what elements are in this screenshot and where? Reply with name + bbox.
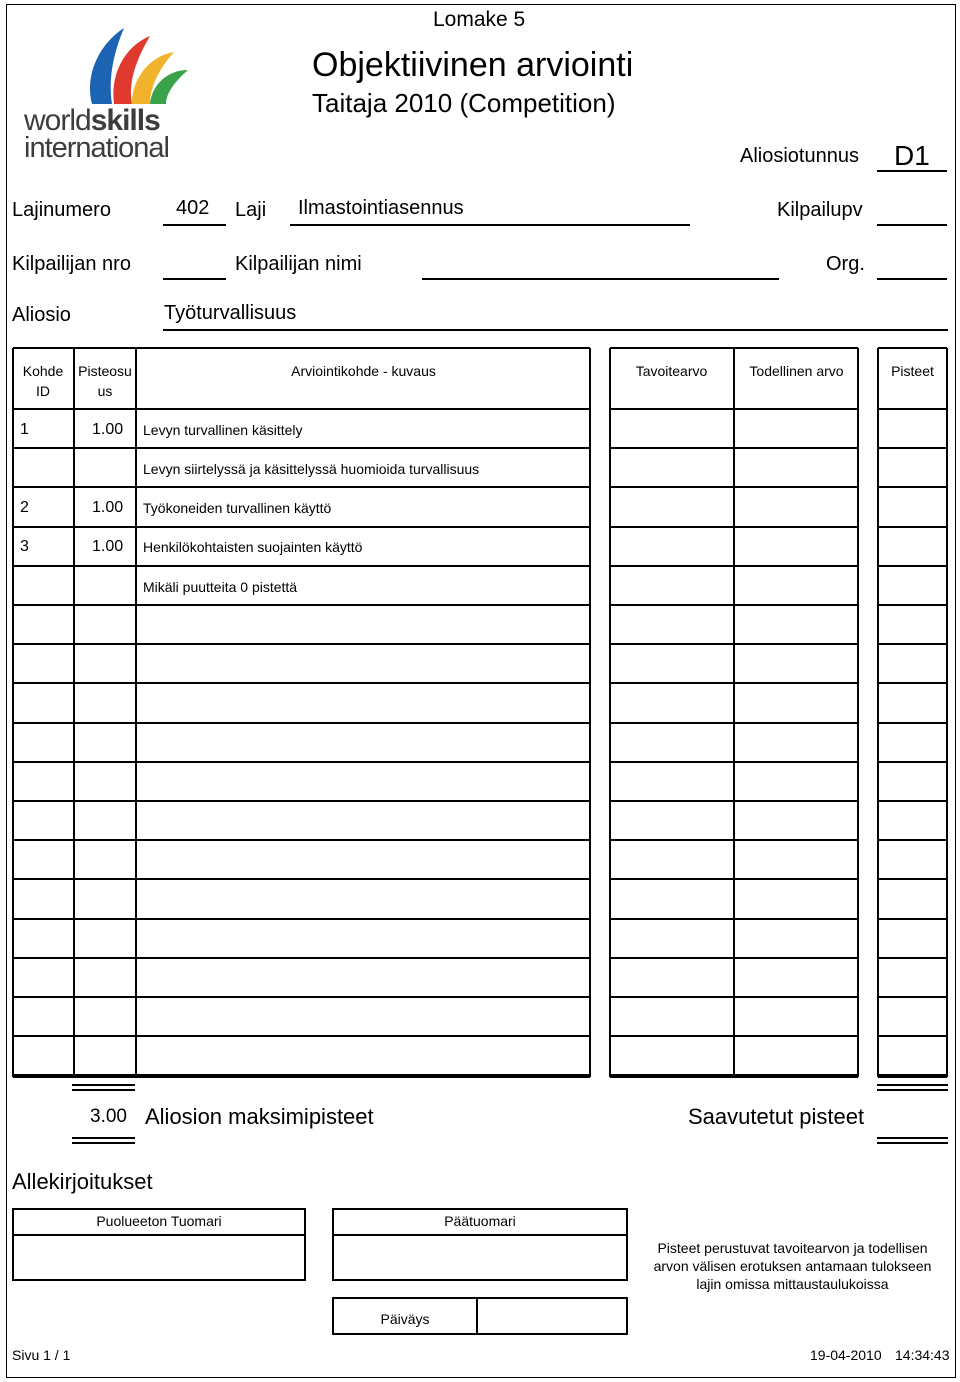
max-total-value: 3.00	[90, 1106, 127, 1127]
header-todellinen-arvo: Todellinen arvo	[749, 363, 844, 379]
row-4-desc: Henkilökohtaisten suojainten käyttö	[143, 539, 363, 555]
lajinumero-line	[163, 224, 226, 226]
row-1-desc: Levyn turvallinen käsittely	[143, 422, 303, 438]
achieved-points-label: Saavutetut pisteet	[688, 1104, 865, 1129]
row-1-points: 1.00	[92, 421, 124, 438]
achieved-top-rule	[877, 1084, 948, 1091]
date-box[interactable]	[332, 1297, 628, 1335]
row-3-points: 1.00	[92, 499, 124, 516]
laji-value: Ilmastointiasennus	[298, 197, 464, 219]
kilpailupv-label: Kilpailupv	[777, 199, 863, 221]
neutral-judge-signature-box[interactable]	[12, 1208, 306, 1281]
kilpailijan-nro-line	[163, 278, 226, 280]
kilpailijan-nimi-line	[422, 278, 779, 280]
laji-line	[290, 224, 690, 226]
note-line-1: Pisteet perustuvat tavoitearvon ja todellisen	[657, 1240, 928, 1256]
org-label: Org.	[826, 253, 865, 275]
aliosiotunnus-line	[877, 170, 947, 172]
header-kohde-id: Kohde ID	[22, 363, 64, 399]
row-4-id: 3	[20, 538, 29, 555]
kilpailupv-line	[877, 224, 947, 226]
page-subtitle: Taitaja 2010 (Competition)	[312, 88, 616, 118]
page-indicator: Sivu 1 / 1	[12, 1347, 71, 1363]
signatures-heading: Allekirjoitukset	[12, 1169, 153, 1194]
kilpailijan-nimi-label: Kilpailijan nimi	[235, 253, 362, 275]
header-pisteet: Pisteet	[891, 363, 934, 379]
aliosio-line	[163, 329, 948, 331]
footer-date: 19-04-2010	[810, 1347, 882, 1363]
header-tavoitearvo: Tavoitearvo	[635, 363, 708, 379]
row-3-desc: Työkoneiden turvallinen käyttö	[143, 500, 332, 516]
header-pisteosuus: Pisteosu us	[78, 363, 132, 399]
form-number: Lomake 5	[433, 8, 526, 31]
aliosiotunnus-value: D1	[894, 140, 930, 171]
note-line-3: lajin omissa mittaustaulukoissa	[696, 1276, 889, 1292]
logo-word-skills: skills	[90, 104, 160, 137]
page-title: Objektiivinen arviointi	[312, 46, 634, 84]
max-total-top-rule	[72, 1084, 135, 1091]
max-total-bottom-rule	[72, 1137, 135, 1144]
note-line-2: arvon välisen erotuksen antamaan tulokseen	[653, 1258, 932, 1274]
date-label: Päiväys	[380, 1311, 430, 1327]
logo-word-international: international	[24, 132, 169, 164]
footer-time: 14:34:43	[895, 1347, 950, 1363]
row-3-id: 2	[20, 499, 29, 516]
aliosiotunnus-label: Aliosiotunnus	[740, 145, 859, 167]
kilpailijan-nro-label: Kilpailijan nro	[12, 253, 131, 275]
neutral-judge-label: Puolueeton Tuomari	[96, 1213, 222, 1229]
row-2-desc: Levyn siirtelyssä ja käsittelyssä huomioida turvallisuus	[143, 461, 480, 477]
row-4-points: 1.00	[92, 538, 124, 555]
logo-word-world: world	[24, 104, 91, 137]
lajinumero-label: Lajinumero	[12, 199, 111, 221]
aliosio-value: Työturvallisuus	[164, 302, 297, 324]
table-grid-lines	[12, 347, 948, 1078]
worldskills-logo	[22, 22, 192, 164]
scoring-table	[12, 347, 948, 1078]
row-5-desc: Mikäli puutteita 0 pistettä	[143, 579, 298, 595]
max-total-label: Aliosion maksimipisteet	[145, 1104, 374, 1129]
lajinumero-value: 402	[176, 197, 210, 219]
achieved-bottom-rule	[877, 1137, 948, 1144]
aliosio-label: Aliosio	[12, 304, 71, 326]
row-1-id: 1	[20, 421, 29, 438]
scoring-note	[640, 1239, 945, 1293]
laji-label: Laji	[235, 199, 267, 221]
org-line	[877, 278, 947, 280]
chief-judge-label: Päätuomari	[444, 1213, 516, 1229]
header-kuvaus: Arviointikohde - kuvaus	[291, 363, 436, 379]
chief-judge-signature-box[interactable]	[332, 1208, 628, 1281]
